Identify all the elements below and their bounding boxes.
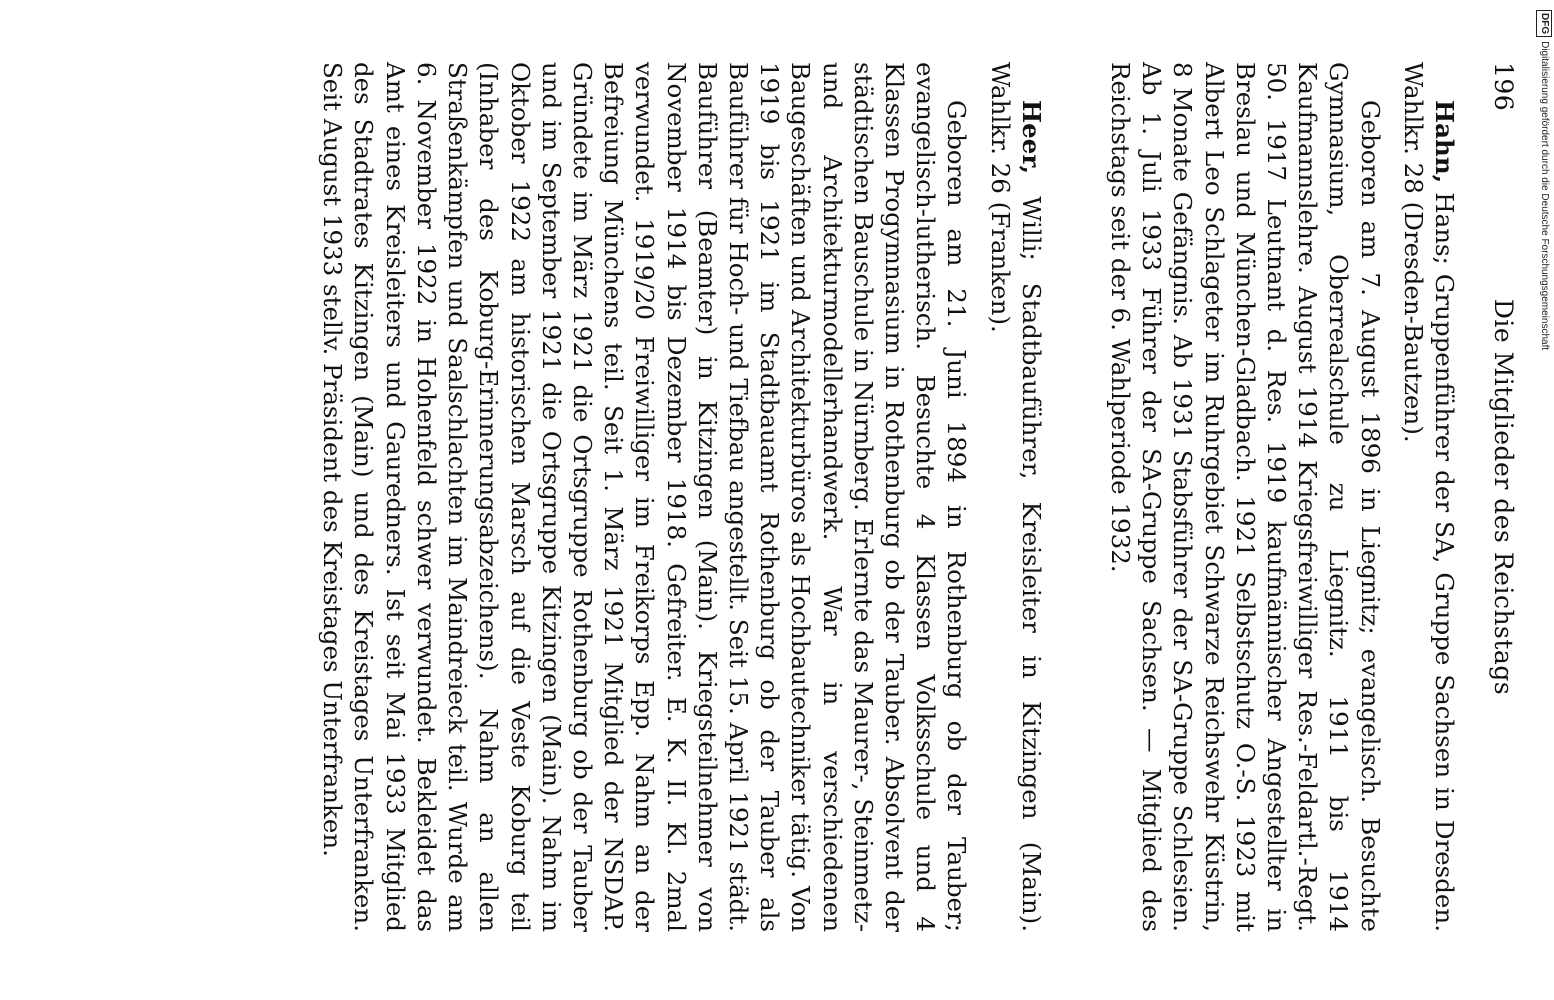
biography-entry <box>317 62 1047 932</box>
member-details: Hans; Gruppenführer der SA, Gruppe Sachsen in Dresden. Wahlkr. 28 (Dresden-Bautzen). <box>1398 62 1459 932</box>
page-header <box>1478 62 1518 932</box>
member-name: Hahn, <box>1430 100 1459 184</box>
entry-heading <box>984 62 1046 932</box>
entry-biography: Geboren am 7. August 1896 in Liegnitz; evangelisch. Besuchte Gymnasium, Oberrealschule zu Liegnitz. 1911 bis 1914 Kaufmannslehre. August 1914 Kriegsfreiwilliger Res.-Feldartl.-Regt. 50. 1917 Leutnant d. Res. 1919 kaufmännischer Angestellter in Breslau und München-Gladbach. 1921 Selbstschutz O.-S. 1923 mit Albert Leo Schlageter im Ruhrgebiet Schwarze Reichswehr Küstrin, 8 Monate Gefängnis. Ab 1931 Stabsführer der SA-Gruppe Schlesien. Ab 1. Juli 1933 Führer der SA-Gruppe Sachsen. — Mitglied des Reichstags seit der 6. Wahlperiode 1932. <box>1105 62 1385 932</box>
member-name: Heer, <box>1016 100 1046 174</box>
member-details: Willi; Stadtbauführer, Kreisleiter in Kitzingen (Main). Wahlkr. 26 (Franken). <box>985 62 1046 932</box>
running-title: Die Mitglieder des Reichstags <box>1489 298 1518 696</box>
entry-heading <box>1398 62 1460 932</box>
biography-entry <box>1105 62 1460 932</box>
entry-biography: Geboren am 21. Juni 1894 in Rothenburg ob der Tauber; evangelisch-lutherisch. Besuchte 4 Klassen Volksschule und 4 Klassen Progymnasium in Rothenburg ob der Tauber. Absolvent der städtischen Bauschule in Nürnberg. Erlernte das Maurer-, Steinmetz- und Architekturmodellerhandwerk. War in verschiedenen Baugeschäften und Architekturbüros als Hochbautechniker tätig. Von 1919 bis 1921 im Stadtbauamt Rothenburg ob der Tauber als Bauführer für Hoch- und Tiefbau angestellt. Seit 15. April 1921 städt. Bauführer (Beamter) in Kitzingen (Main). Kriegsteilnehmer von November 1914 bis Dezember 1918. Gefreiter. E. K. II. Kl. 2mal verwundet. 1919/20 Freiwilliger im Freikorps Epp. Nahm an der Befreiung Münchens teil. Seit 1. März 1921 Mitglied der NSDAP. Gründete im März 1921 die Ortsgruppe Rothenburg ob der Tauber und im September 1921 die Ortsgruppe Kitzingen (Main). Nahm im Oktober 1922 am historischen Marsch auf die Veste Koburg teil (Inhaber des Koburg-Erinnerungsabzeichens). Nahm an allen Straßenkämpfen und Saalschlachten im Maindreieck teil. Wurde am 6. November 1922 in Hohenfeld schwer verwundet. Bekleidet das Amt eines Kreisleiters und Gauredners. Ist seit Mai 1933 Mitglied des Stadtrates Kitzingen (Main) und des Kreistages Unterfranken. Seit August 1933 stellv. Präsident des Kreistages Unterfranken. <box>318 62 972 932</box>
credit-line <box>1536 10 1552 700</box>
digitization-credit <box>1538 10 1552 710</box>
dfg-logo: DFG <box>1536 10 1552 37</box>
credit-text: Digitalisierung gefördert durch die Deutsche Forschungsgemeinschaft <box>1539 41 1550 351</box>
page-number: 196 <box>1489 62 1518 112</box>
page-content <box>317 62 1518 932</box>
